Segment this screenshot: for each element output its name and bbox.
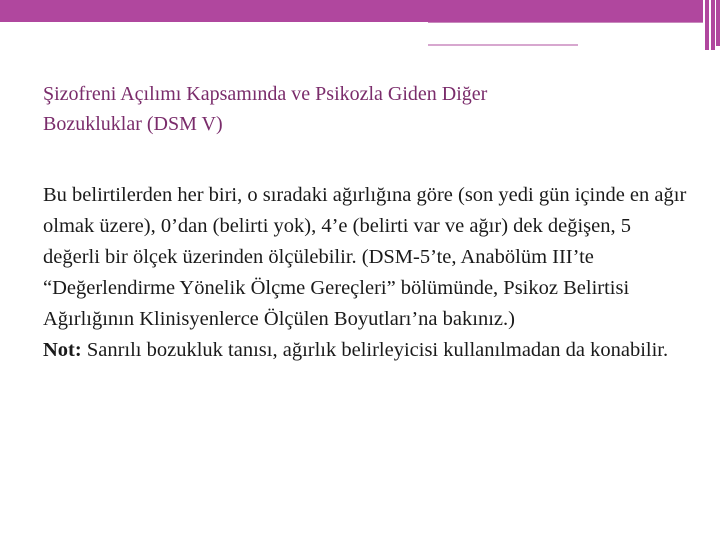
note-text: Sanrılı bozukluk tanısı, ağırlık belirleyicisi kullanılmadan da konabilir. — [81, 339, 669, 361]
slide-title-line-2: Bozukluklar (DSM V) — [43, 113, 223, 135]
slide-title — [43, 79, 683, 139]
top-band-tab — [428, 22, 703, 43]
slide-title-line-1: Şizofreni Açılımı Kapsamında ve Psikozla Giden Diğer — [43, 83, 488, 105]
body-paragraph: Bu belirtilerden her biri, o sıradaki ağırlığına göre (son yedi gün içinde en ağır olmak üzere), 0’dan (belirti yok), 4’e (belirti var ve ağır) dek değişen, 5 değerli bir ölçek üzerinden ölçülebilir. (DSM-5’te, Anabölüm III’te “Değerlendirme Yönelik Ölçme Gereçleri” bölümünde, Psikoz Belirtisi Ağırlığının Klinisyenlerce Ölçülen Boyutları’na bakınız.) — [43, 184, 687, 330]
slide-body — [43, 180, 693, 366]
top-decorative-band — [0, 0, 703, 22]
decorative-side-bar — [711, 0, 715, 50]
note-paragraph — [43, 335, 693, 366]
note-label: Not: — [43, 339, 82, 361]
decorative-side-bar — [716, 0, 720, 46]
decorative-rule — [428, 44, 578, 46]
decorative-side-bar — [705, 0, 709, 50]
